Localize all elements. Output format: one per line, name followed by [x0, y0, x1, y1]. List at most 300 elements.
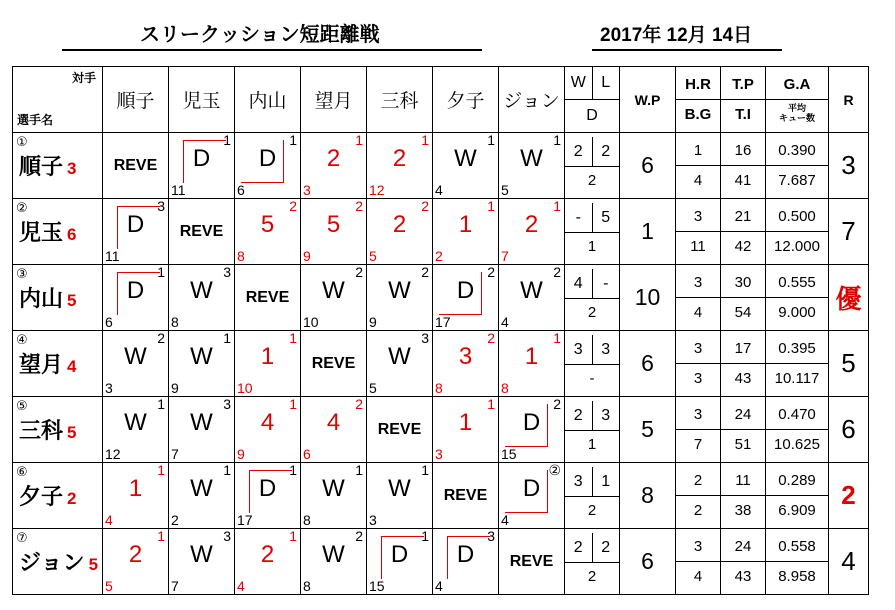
wld-cell — [565, 397, 620, 463]
match-result: W — [190, 475, 213, 502]
best-game: 4 — [676, 561, 720, 591]
high-run: 1 — [289, 330, 297, 346]
match-cell — [301, 463, 367, 529]
high-run: 1 — [157, 264, 165, 280]
rank: 2 — [829, 463, 869, 529]
high-run: 1 — [289, 528, 297, 544]
wld-cell — [565, 331, 620, 397]
reve-cell: REVE — [367, 397, 433, 463]
avg-label-2: キュー数 — [778, 113, 815, 123]
wld-cell — [565, 133, 620, 199]
draws: 1 — [565, 430, 619, 459]
total-points: 16 — [734, 142, 752, 159]
match-cell — [499, 397, 565, 463]
match-result: W — [322, 541, 345, 568]
match-cell — [367, 463, 433, 529]
win-points: 6 — [620, 133, 676, 199]
player-points: 2 — [67, 489, 77, 508]
general-average: 0.500 — [778, 208, 816, 225]
match-cell — [433, 397, 499, 463]
draws: 2 — [565, 562, 619, 591]
match-result: D — [192, 145, 211, 172]
player-row — [13, 529, 869, 595]
innings: 5 — [501, 182, 509, 198]
match-result: D — [522, 409, 541, 436]
losses: 5 — [601, 208, 611, 226]
innings: 12 — [105, 446, 121, 462]
total-innings: 51 — [721, 429, 765, 459]
best-game: 7 — [676, 429, 720, 459]
match-result: W — [190, 409, 213, 436]
reve-cell: REVE — [433, 463, 499, 529]
reve-cell: REVE — [169, 199, 235, 265]
hr-bg-cell — [676, 397, 721, 463]
player-row — [13, 265, 869, 331]
high-run: 1 — [355, 462, 363, 478]
innings: 5 — [369, 380, 377, 396]
l-label: L — [601, 74, 611, 91]
tp-ti-cell — [721, 529, 766, 595]
match-result: D — [390, 541, 409, 568]
player-name: 順子 — [19, 154, 64, 179]
high-run: 1 — [553, 132, 561, 148]
high-run: 2 — [355, 528, 363, 544]
innings: 3 — [105, 380, 113, 396]
match-cell — [367, 529, 433, 595]
win-points: 8 — [620, 463, 676, 529]
tp-ti-cell — [721, 463, 766, 529]
total-innings: 43 — [721, 363, 765, 393]
ga-cell — [766, 397, 829, 463]
player-name-cell — [13, 133, 103, 199]
match-result: W — [388, 475, 411, 502]
total-innings: 41 — [721, 165, 765, 195]
innings: 2 — [171, 512, 179, 528]
total-points: 17 — [734, 340, 752, 357]
player-name: 内山 — [19, 286, 64, 311]
draws: 2 — [565, 166, 619, 195]
general-average: 0.390 — [778, 142, 816, 159]
score-table — [12, 66, 869, 595]
player-name: 児玉 — [19, 220, 64, 245]
match-result: 1 — [458, 211, 473, 238]
reve-cell: REVE — [499, 529, 565, 595]
high-run: 1 — [421, 462, 429, 478]
innings: 9 — [237, 446, 245, 462]
innings: 7 — [171, 578, 179, 594]
innings: 3 — [435, 446, 443, 462]
high-run: 2 — [355, 264, 363, 280]
high-run: 1 — [223, 330, 231, 346]
avg-cues: 6.909 — [766, 495, 828, 525]
innings: 17 — [237, 512, 253, 528]
innings: 12 — [369, 182, 385, 198]
match-cell — [433, 199, 499, 265]
match-cell — [301, 199, 367, 265]
high-run: 3 — [223, 528, 231, 544]
player-name: ジョン — [19, 550, 85, 575]
match-result: W — [190, 277, 213, 304]
innings: 8 — [501, 380, 509, 396]
innings: 9 — [369, 314, 377, 330]
player-points: 5 — [67, 423, 77, 442]
wins: 3 — [565, 335, 593, 364]
total-innings: 38 — [721, 495, 765, 525]
innings: 6 — [105, 314, 113, 330]
match-result: W — [190, 343, 213, 370]
col-header-name: 順子 — [103, 67, 169, 133]
draws: 2 — [565, 298, 619, 327]
high-run: 1 — [157, 462, 165, 478]
innings: 7 — [501, 248, 509, 264]
match-result: 1 — [458, 409, 473, 436]
wins: 2 — [565, 401, 593, 430]
high-run: 2 — [421, 264, 429, 280]
match-result: 2 — [392, 145, 407, 172]
player-row — [13, 199, 869, 265]
losses: - — [603, 274, 609, 292]
tp-ti-cell — [721, 133, 766, 199]
match-result: 5 — [260, 211, 275, 238]
match-result: 4 — [326, 409, 341, 436]
hr-bg-cell — [676, 199, 721, 265]
high-run: 1 — [421, 132, 429, 148]
player-number: ④ — [16, 332, 28, 347]
player-row — [13, 331, 869, 397]
general-average: 0.555 — [778, 274, 816, 291]
tp-ti-header — [721, 67, 766, 133]
match-result: W — [454, 145, 477, 172]
hr-bg-cell — [676, 133, 721, 199]
match-cell — [103, 331, 169, 397]
ga-header — [766, 67, 829, 133]
wld-cell — [565, 463, 620, 529]
losses: 3 — [601, 340, 611, 358]
high-run: 1 — [487, 198, 495, 214]
wp-header: W.P — [620, 67, 676, 133]
match-cell — [103, 529, 169, 595]
player-name-cell — [13, 397, 103, 463]
col-header-name: 夕子 — [433, 67, 499, 133]
rank: 4 — [829, 529, 869, 595]
player-row — [13, 463, 869, 529]
high-run: 3 — [223, 396, 231, 412]
best-game: 11 — [676, 231, 720, 261]
match-cell — [169, 331, 235, 397]
bg-label: B.G — [676, 99, 720, 129]
innings: 4 — [501, 512, 509, 528]
innings: 15 — [501, 446, 517, 462]
match-result: W — [520, 277, 543, 304]
high-run: 2 — [157, 330, 165, 346]
high-run: 2 — [487, 330, 495, 346]
high-run: 3 — [487, 528, 495, 544]
high-run-total: 1 — [693, 142, 703, 159]
wins: 4 — [565, 269, 593, 298]
innings: 11 — [105, 248, 120, 264]
player-row — [13, 397, 869, 463]
high-run: 1 — [223, 462, 231, 478]
match-cell — [169, 463, 235, 529]
tp-label: T.P — [732, 76, 754, 93]
general-average: 0.289 — [778, 472, 816, 489]
innings: 4 — [105, 512, 113, 528]
match-cell — [235, 133, 301, 199]
match-cell — [301, 133, 367, 199]
innings: 5 — [369, 248, 377, 264]
match-cell — [367, 331, 433, 397]
rank: 6 — [829, 397, 869, 463]
ga-label: G.A — [783, 76, 811, 93]
high-run: 2 — [421, 198, 429, 214]
player-name: 夕子 — [19, 484, 64, 509]
match-result: W — [388, 277, 411, 304]
reve-cell: REVE — [301, 331, 367, 397]
high-run: 1 — [487, 396, 495, 412]
innings: 4 — [501, 314, 509, 330]
wins: - — [565, 203, 593, 232]
avg-cues: 8.958 — [766, 561, 828, 591]
ga-cell — [766, 463, 829, 529]
match-cell — [499, 463, 565, 529]
match-result: 1 — [128, 475, 143, 502]
match-cell — [235, 463, 301, 529]
total-points: 11 — [735, 472, 751, 489]
general-average: 0.470 — [778, 406, 816, 423]
wins: 2 — [565, 137, 593, 166]
high-run-total: 3 — [693, 538, 703, 555]
high-run: 3 — [421, 330, 429, 346]
high-run: 1 — [553, 198, 561, 214]
reve-cell: REVE — [103, 133, 169, 199]
wins: 3 — [565, 467, 593, 496]
high-run: 1 — [289, 396, 297, 412]
player-number: ⑥ — [16, 464, 28, 479]
high-run: ② — [548, 462, 561, 478]
win-points: 10 — [620, 265, 676, 331]
match-result: 5 — [326, 211, 341, 238]
wld-cell — [565, 529, 620, 595]
match-result: 3 — [458, 343, 473, 370]
ga-cell — [766, 133, 829, 199]
player-number: ① — [16, 134, 28, 149]
best-game: 4 — [676, 297, 720, 327]
innings: 4 — [435, 182, 443, 198]
wins: 2 — [565, 533, 593, 562]
draws: 1 — [565, 232, 619, 261]
match-result: D — [522, 475, 541, 502]
match-cell — [169, 397, 235, 463]
match-cell — [433, 529, 499, 595]
player-points: 3 — [67, 159, 77, 178]
tp-ti-cell — [721, 331, 766, 397]
match-cell — [235, 331, 301, 397]
player-points: 6 — [67, 225, 77, 244]
match-result: W — [190, 541, 213, 568]
player-number: ② — [16, 200, 28, 215]
match-result: D — [456, 277, 475, 304]
avg-label-1: 平均 — [787, 103, 806, 113]
high-run: 1 — [487, 132, 495, 148]
match-cell — [103, 463, 169, 529]
high-run: 2 — [355, 198, 363, 214]
match-cell — [103, 397, 169, 463]
hr-bg-cell — [676, 265, 721, 331]
match-cell — [367, 133, 433, 199]
tp-ti-cell — [721, 265, 766, 331]
match-result: D — [456, 541, 475, 568]
innings: 8 — [237, 248, 245, 264]
high-run-total: 3 — [693, 340, 703, 357]
ga-cell — [766, 529, 829, 595]
match-cell — [499, 133, 565, 199]
high-run: 1 — [157, 528, 165, 544]
match-result: D — [126, 211, 145, 238]
match-result: W — [124, 409, 147, 436]
high-run: 1 — [289, 462, 297, 478]
hr-bg-cell — [676, 529, 721, 595]
match-result: 4 — [260, 409, 275, 436]
high-run: 3 — [157, 198, 165, 214]
high-run-total: 3 — [693, 208, 703, 225]
match-cell — [169, 265, 235, 331]
match-cell — [169, 529, 235, 595]
high-run-total: 3 — [693, 406, 703, 423]
high-run: 3 — [223, 264, 231, 280]
col-header-name: 内山 — [235, 67, 301, 133]
player-points: 5 — [88, 555, 99, 574]
d-label: D — [565, 99, 619, 132]
rank: 優 — [829, 265, 869, 331]
opponent-label: 対手 — [71, 71, 96, 85]
wld-header — [565, 67, 620, 133]
innings: 8 — [435, 380, 443, 396]
player-name-cell — [13, 529, 103, 595]
player-label: 選手名 — [17, 113, 54, 127]
match-result: 1 — [260, 343, 275, 370]
high-run: 1 — [553, 330, 561, 346]
high-run: 1 — [223, 132, 231, 148]
draws: - — [565, 364, 619, 393]
rank: 5 — [829, 331, 869, 397]
innings: 4 — [435, 578, 443, 594]
match-result: 2 — [326, 145, 341, 172]
match-result: 2 — [524, 211, 539, 238]
innings: 5 — [105, 578, 113, 594]
win-points: 6 — [620, 331, 676, 397]
match-cell — [433, 265, 499, 331]
match-result: D — [258, 145, 277, 172]
high-run-total: 2 — [693, 472, 703, 489]
corner-header — [13, 67, 103, 133]
col-header-name: 三科 — [367, 67, 433, 133]
title-underline — [62, 49, 482, 51]
best-game: 2 — [676, 495, 720, 525]
player-number: ③ — [16, 266, 28, 281]
ga-cell — [766, 265, 829, 331]
player-name-cell — [13, 331, 103, 397]
high-run: 1 — [421, 528, 429, 544]
innings: 8 — [303, 578, 311, 594]
losses: 2 — [601, 538, 611, 556]
wld-cell — [565, 265, 620, 331]
avg-cues: 10.117 — [766, 363, 828, 393]
tp-ti-cell — [721, 199, 766, 265]
reve-cell: REVE — [235, 265, 301, 331]
player-name-cell — [13, 463, 103, 529]
hr-label: H.R — [685, 76, 711, 93]
player-row — [13, 133, 869, 199]
high-run: 1 — [289, 132, 297, 148]
match-result: 2 — [260, 541, 275, 568]
high-run: 2 — [487, 264, 495, 280]
draws: 2 — [565, 496, 619, 525]
tp-ti-cell — [721, 397, 766, 463]
general-average: 0.558 — [778, 538, 816, 555]
avg-cues: 9.000 — [766, 297, 828, 327]
total-points: 30 — [734, 274, 752, 291]
match-cell — [433, 133, 499, 199]
innings: 8 — [303, 512, 311, 528]
col-header-name: 望月 — [301, 67, 367, 133]
high-run: 2 — [289, 198, 297, 214]
best-game: 3 — [676, 363, 720, 393]
r-header: R — [829, 67, 869, 133]
total-innings: 54 — [721, 297, 765, 327]
match-cell — [235, 199, 301, 265]
rank: 7 — [829, 199, 869, 265]
innings: 10 — [237, 380, 253, 396]
high-run: 2 — [355, 396, 363, 412]
match-result: W — [124, 343, 147, 370]
match-result: W — [322, 475, 345, 502]
innings: 3 — [369, 512, 377, 528]
total-innings: 42 — [721, 231, 765, 261]
player-points: 4 — [67, 357, 77, 376]
best-game: 4 — [676, 165, 720, 195]
avg-cues: 12.000 — [766, 231, 828, 261]
header-row — [13, 67, 869, 133]
win-points: 1 — [620, 199, 676, 265]
innings: 3 — [303, 182, 311, 198]
match-cell — [367, 265, 433, 331]
total-points: 24 — [734, 538, 752, 555]
match-cell — [499, 265, 565, 331]
player-points: 5 — [67, 291, 77, 310]
losses: 1 — [601, 472, 611, 490]
date-underline — [592, 49, 782, 51]
match-result: W — [322, 277, 345, 304]
ga-cell — [766, 199, 829, 265]
player-name: 三科 — [19, 418, 64, 443]
ti-label: T.I — [721, 99, 765, 129]
match-result: 1 — [524, 343, 539, 370]
high-run: 1 — [355, 132, 363, 148]
match-result: W — [520, 145, 543, 172]
high-run-total: 3 — [693, 274, 703, 291]
innings: 2 — [435, 248, 443, 264]
wld-cell — [565, 199, 620, 265]
match-cell — [103, 199, 169, 265]
match-result: 2 — [128, 541, 143, 568]
match-result: W — [388, 343, 411, 370]
player-name-cell — [13, 199, 103, 265]
innings: 17 — [435, 314, 451, 330]
total-points: 21 — [734, 208, 752, 225]
hr-bg-header — [676, 67, 721, 133]
innings: 9 — [171, 380, 179, 396]
innings: 6 — [303, 446, 311, 462]
